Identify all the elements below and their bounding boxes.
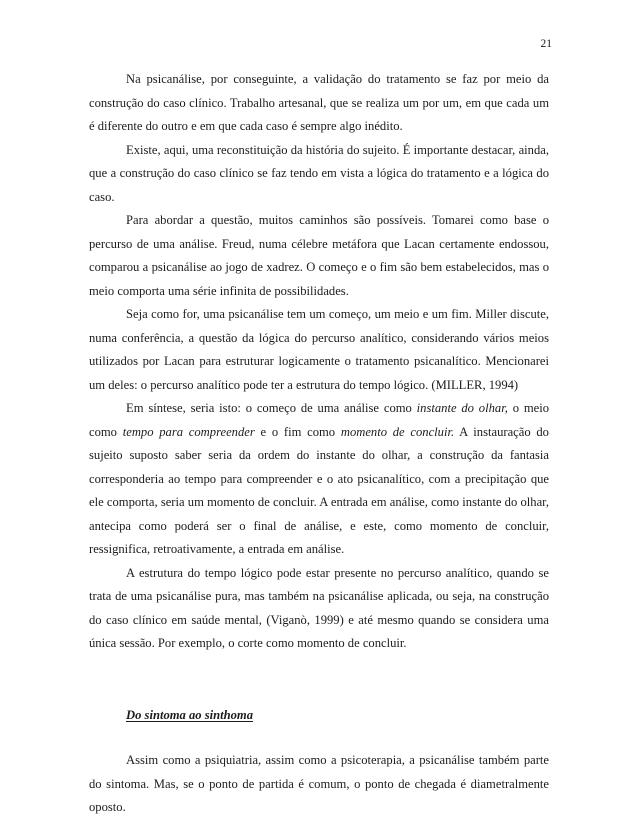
paragraph-5-text-2: o meio como bbox=[89, 401, 550, 439]
paragraph-5-text-1: Em síntese, seria isto: o começo de uma análise como bbox=[126, 401, 417, 415]
spacer bbox=[89, 656, 549, 704]
paragraph-5-emphasis-2: tempo para compreender bbox=[122, 424, 255, 439]
paragraph-3: Para abordar a questão, muitos caminhos são possíveis. Tomarei como base o percurso de uma análise. Freud, numa célebre metáfora que Lacan certamente endossou, comparou a psicanálise ao jogo de xadrez. O começo e o fim são bem estabelecidos, mas o meio comporta uma série infinita de possibilidades. bbox=[89, 213, 549, 298]
paragraph-5-emphasis-1: instante do olhar, bbox=[416, 401, 508, 415]
paragraph-5-text-4: A instauração do sujeito suposto saber seria da ordem do instante do olhar, a construção da fantasia corresponderia ao tempo para compreender e o ato psicanalítico, com a precipitação que ele comporta, seria um momento de concluir. A entrada em análise, como instante do olhar, antecipa como poderá ser o final de análise, e este, como momento de concluir, ressignifica, retroativamente, a entrada em análise. bbox=[89, 424, 549, 556]
body-text bbox=[89, 68, 549, 820]
page-number: 21 bbox=[540, 38, 552, 50]
paragraph-5 bbox=[89, 397, 549, 562]
section-paragraph-1: Assim como a psiquiatria, assim como a psicoterapia, a psicanálise também parte do sintoma. Mas, se o ponto de partida é comum, o ponto de chegada é diametralmente oposto. bbox=[89, 753, 549, 814]
paragraph-2: Existe, aqui, uma reconstituição da história do sujeito. É importante destacar, ainda, que a construção do caso clínico se faz tendo em vista a lógica do tratamento e a lógica do caso. bbox=[89, 142, 549, 204]
paragraph-5-emphasis-3: momento de concluir. bbox=[340, 424, 455, 439]
spacer bbox=[89, 727, 549, 749]
paragraph-4: Seja como for, uma psicanálise tem um começo, um meio e um fim. Miller discute, numa conferência, a questão da lógica do percurso analítico, considerando vários meios utilizados por Lacan para estruturar logicamente o tratamento psicanalítico. Mencionarei um deles: o percurso analítico pode ter a estrutura do tempo lógico. (MILLER, 1994) bbox=[89, 307, 549, 392]
section-heading: Do sintoma ao sinthoma bbox=[126, 707, 254, 722]
paragraph-1: Na psicanálise, por conseguinte, a validação do tratamento se faz por meio da construção do caso clínico. Trabalho artesanal, que se realiza um por um, em que cada um é diferente do outro e em que cada caso é sempre algo inédito. bbox=[89, 72, 549, 133]
paragraph-5-text-3: e o fim como bbox=[254, 424, 341, 439]
paragraph-6: A estrutura do tempo lógico pode estar presente no percurso analítico, quando se trata de uma psicanálise pura, mas também na psicanálise aplicada, ou seja, na construção do caso clínico em saúde mental, (Viganò, 1999) e até mesmo quando se considera uma única sessão. Por exemplo, o corte como momento de concluir. bbox=[89, 565, 549, 650]
